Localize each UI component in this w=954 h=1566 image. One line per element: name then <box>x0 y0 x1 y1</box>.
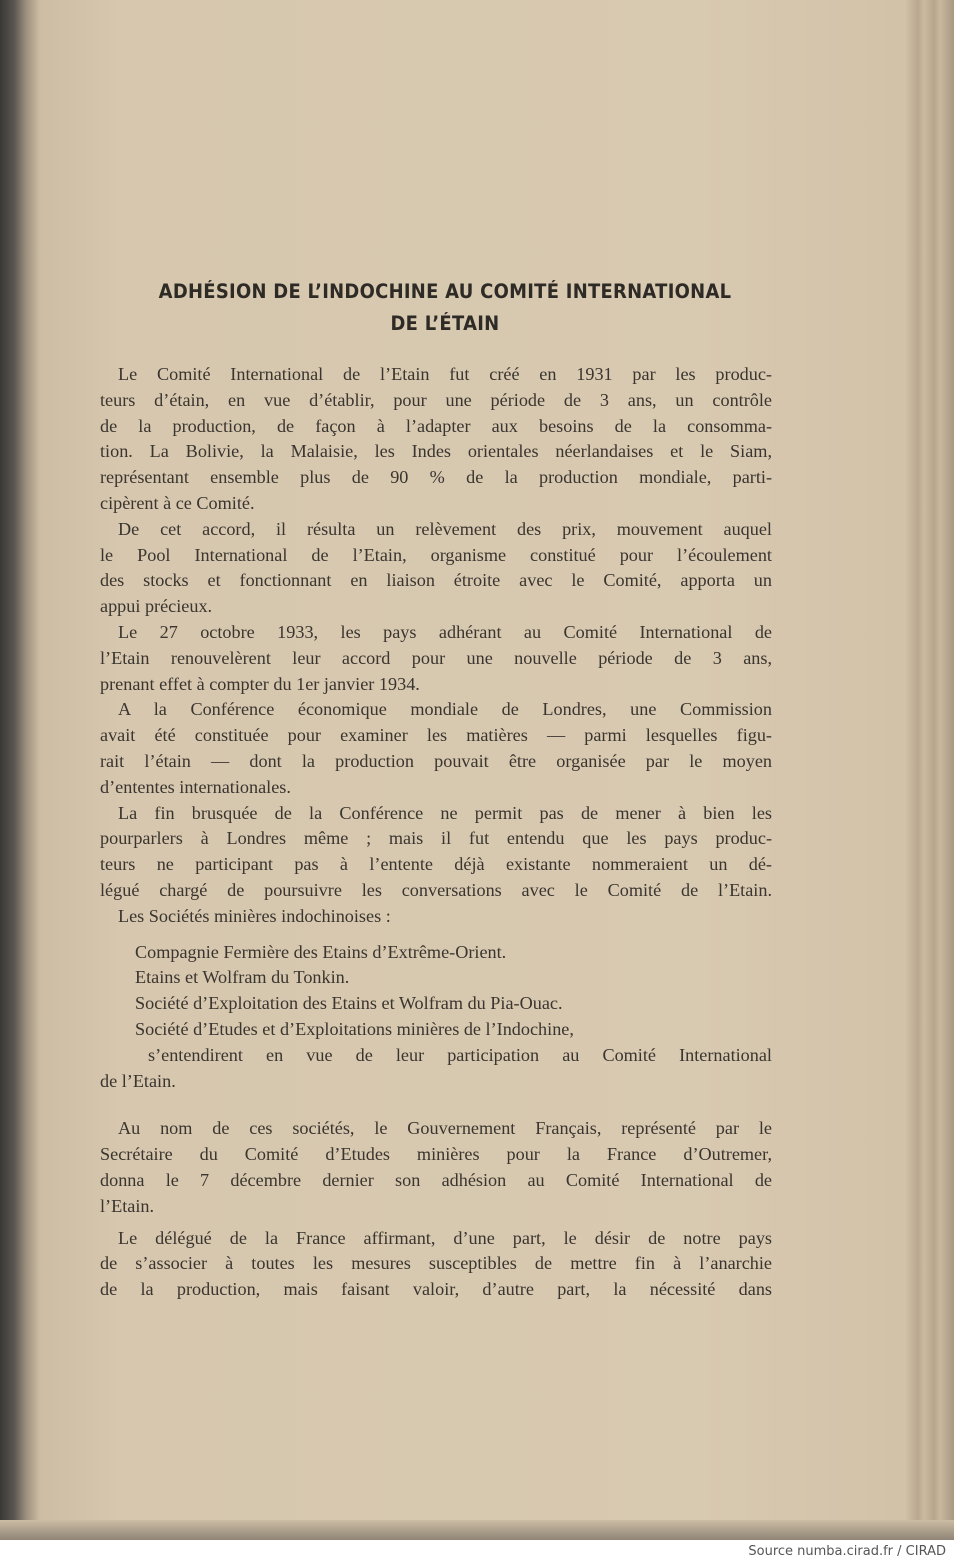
text-line: d’ententes internationales. <box>100 776 291 797</box>
company-item: Etains et Wolfram du Tonkin. <box>135 967 350 988</box>
text-line: rait l’étain — dont la production pouvait être organisée par le moyen <box>100 750 772 771</box>
company-item: Compagnie Fermière des Etains d’Extrême-Orient. <box>135 941 507 962</box>
text-line: légué chargé de poursuivre les conversations avec le Comité de l’Etain. <box>100 879 772 900</box>
text-line: représentant ensemble plus de 90 % de la production mondiale, parti- <box>100 467 772 488</box>
source-credit: Source numba.cirad.fr / CIRAD <box>748 1544 946 1559</box>
text-line: appui précieux. <box>100 596 213 617</box>
paragraph-3 <box>100 620 772 697</box>
text-line: l’Etain renouvelèrent leur accord pour une nouvelle période de 3 ans, <box>100 647 772 668</box>
paragraph-7 <box>100 1116 772 1219</box>
text-line: teurs d’étain, en vue d’établir, pour une période de 3 ans, un contrôle <box>100 389 772 410</box>
company-item: Société d’Etudes et d’Exploitations minières de l’Indochine, <box>135 1018 574 1039</box>
title-line-1: ADHÉSION DE L’INDOCHINE AU COMITÉ INTERNATIONAL <box>158 280 732 303</box>
text-line: donna le 7 décembre dernier son adhésion au Comité International de <box>100 1169 772 1190</box>
text-line: de l’Etain. <box>100 1070 176 1091</box>
paragraph-8 <box>100 1226 772 1303</box>
paragraph-5 <box>100 801 772 904</box>
text-line: Secrétaire du Comité d’Etudes minières pour la France d’Outremer, <box>100 1144 772 1165</box>
text-line: La fin brusquée de la Conférence ne permit pas de mener à bien les <box>118 802 772 823</box>
text-line: Le Comité International de l’Etain fut créé en 1931 par les produc- <box>118 364 772 384</box>
page-edge <box>0 1520 954 1540</box>
text-line: s’entendirent en vue de leur participation au Comité International <box>148 1044 772 1065</box>
text-line: De cet accord, il résulta un relèvement des prix, mouvement auquel <box>118 518 772 539</box>
text-line: des stocks et fonctionnant en liaison étroite avec le Comité, apporta un <box>100 570 772 591</box>
text-line: avait été constituée pour examiner les matières — parmi lesquelles figu- <box>100 725 772 746</box>
text-line: le Pool International de l’Etain, organisme constitué pour l’écoulement <box>100 544 772 565</box>
text-line: Au nom de ces sociétés, le Gouvernement Français, représenté par le <box>118 1118 772 1139</box>
text-line: de s’associer à toutes les mesures susceptibles de mettre fin à l’anarchie <box>100 1253 772 1274</box>
company-list <box>100 940 772 1043</box>
text-line: de la production, mais faisant valoir, d’autre part, la nécessité dans <box>100 1279 772 1300</box>
title-line-2: DE L’ÉTAIN <box>390 312 500 335</box>
text-line: Le 27 octobre 1933, les pays adhérant au Comité International de <box>118 621 772 642</box>
paragraph-4 <box>100 697 772 800</box>
text-line: A la Conférence économique mondiale de Londres, une Commission <box>118 699 772 720</box>
text-line: de la production, de façon à l’adapter aux besoins de la consomma- <box>100 415 772 436</box>
text-line: prenant effet à compter du 1er janvier 1934. <box>100 673 420 694</box>
body-text <box>100 362 772 1303</box>
text-line: teurs ne participant pas à l’entente déjà existante nommeraient un dé- <box>100 854 772 875</box>
text-line: cipèrent à ce Comité. <box>100 492 255 513</box>
text-line: l’Etain. <box>100 1195 155 1216</box>
company-item: Société d’Exploitation des Etains et Wolfram du Pia-Ouac. <box>135 993 563 1014</box>
text-line: Le délégué de la France affirmant, d’une part, le désir de notre pays <box>118 1227 772 1248</box>
text-line: tion. La Bolivie, la Malaisie, les Indes orientales néerlandaises et le Siam, <box>100 441 772 462</box>
text-line: pourparlers à Londres même ; mais il fut entendu que les pays produc- <box>100 828 772 849</box>
paragraph-2 <box>100 517 772 620</box>
text-line: Les Sociétés minières indochinoises : <box>118 905 391 926</box>
paragraph-1 <box>100 362 772 517</box>
